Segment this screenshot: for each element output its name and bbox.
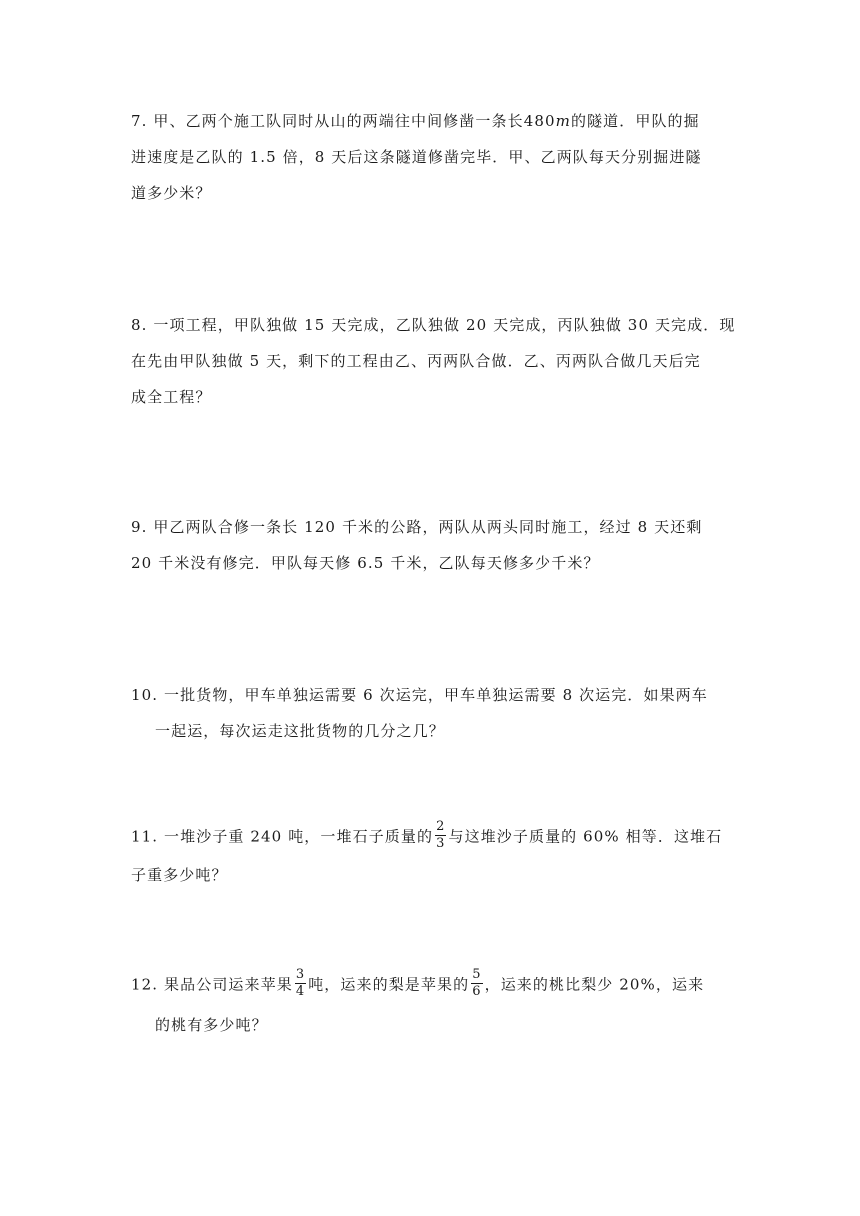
problem-10-line-2: 一起运，每次运走这批货物的几分之几？ [155,722,445,740]
problem-8-line-1: 8. 一项工程，甲队独做 15 天完成，乙队独做 20 天完成，丙队独做 30 天完成．现 [131,316,736,334]
problem-8-line-2: 在先由甲队独做 5 天，剩下的工程由乙、丙两队合做．乙、丙两队合做几天后完 [131,352,701,370]
problem-12-line-2: 的桃有多少吨？ [155,1016,268,1034]
problem-9-line-1: 9. 甲乙两队合修一条长 120 千米的公路，两队从两头同时施工，经过 8 天还剩 [131,518,703,536]
problem-12-line-1: 12. 果品公司运来苹果 $\frac{3}{4}$ 吨，运来的梨是苹果的 $\frac{5}{6}$ ，运来的桃比梨少 20%，运来 [131,967,705,999]
fraction-2-3: $\frac{2}{3}$ [436,819,446,851]
problem-11-line-2: 子重多少吨？ [131,866,228,884]
fraction-5-6: $\frac{5}{6}$ [472,967,482,999]
problem-8-line-3: 成全工程？ [131,388,212,406]
problem-7-line-3: 道多少米？ [131,184,212,202]
problem-7-line-2: 进速度是乙队的 1.5 倍，8 天后这条隧道修凿完毕．甲、乙两队每天分别掘进隧 [131,148,702,166]
problem-7-line-1: 7. 甲、乙两个施工队同时从山的两端往中间修凿一条长480m的隧道．甲队的掘 [131,112,700,130]
problem-11-line-1: 11. 一堆沙子重 240 吨，一堆石子质量的 $\frac{2}{3}$ 与这堆沙子质量的 60% 相等．这堆石 [131,819,723,851]
problem-10-line-1: 10. 一批货物，甲车单独运需要 6 次运完，甲车单独运需要 8 次运完．如果两车 [131,686,708,704]
fraction-3-4: $\frac{3}{4}$ [295,967,306,999]
problem-9-line-2: 20 千米没有修完．甲队每天修 6.5 千米，乙队每天修多少千米？ [131,554,600,572]
